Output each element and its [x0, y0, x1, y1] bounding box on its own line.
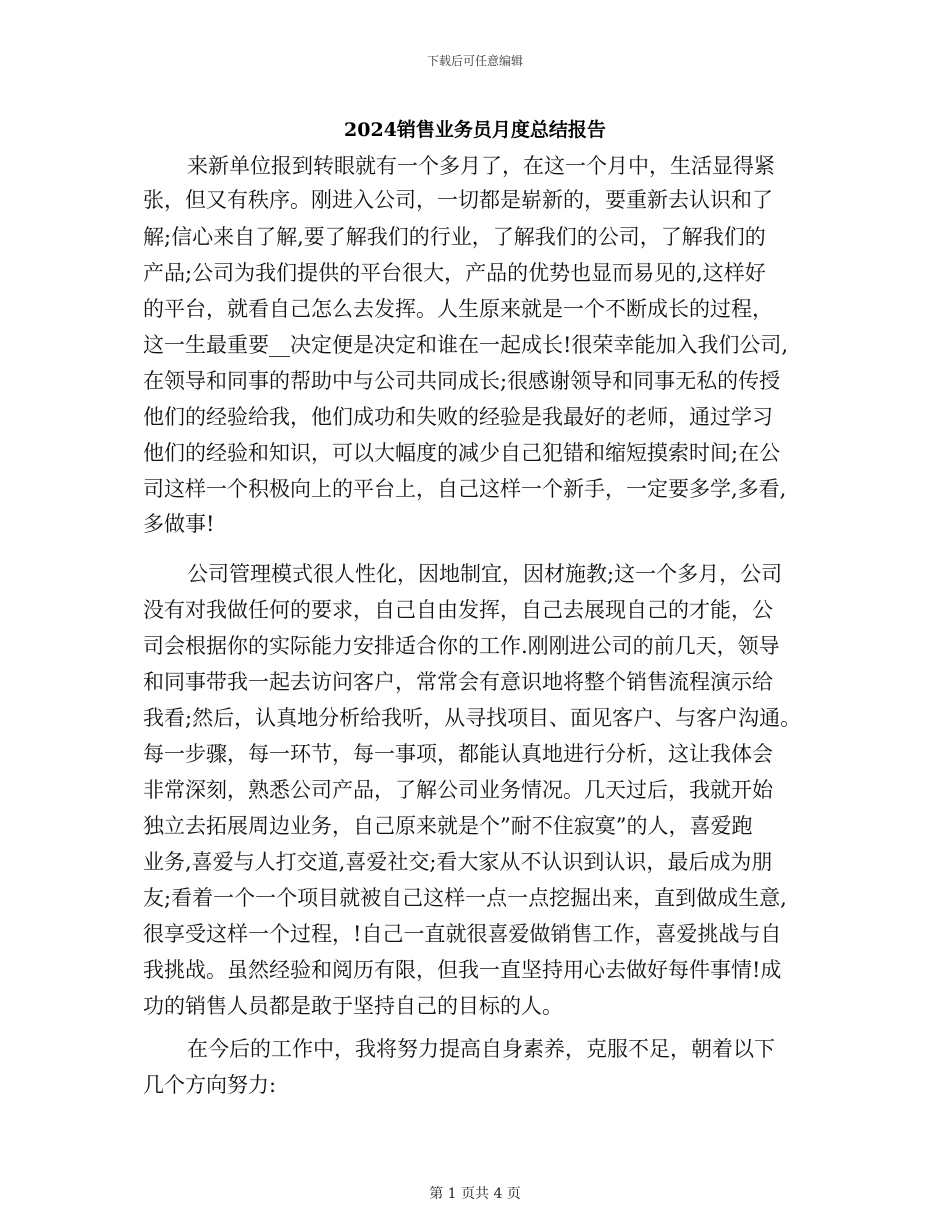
- body-line: 这一生最重要__决定便是决定和谁在一起成长!很荣幸能加入我们公司,: [143, 333, 789, 357]
- body-line: 司会根据你的实际能力安排适合你的工作.刚刚进公司的前几天，领导: [143, 634, 780, 658]
- body-line: 张，但又有秩序。刚进入公司，一切都是崭新的，要重新去认识和了: [143, 188, 773, 212]
- body-line: 每一步骤，每一环节，每一事项，都能认真地进行分析，这让我体会: [143, 742, 773, 766]
- body-line: 我挑战。虽然经验和阅历有限，但我一直坚持用心去做好每件事情!成: [143, 958, 782, 982]
- body-line: 独立去拓展周边业务，自己原来就是个”耐不住寂寞”的人，喜爱跑: [143, 814, 753, 838]
- body-line: 来新单位报到转眼就有一个多月了，在这一个月中，生活显得紧: [187, 154, 775, 178]
- body-line: 我看;然后，认真地分析给我听，从寻找项目、面见客户、与客户沟通。: [143, 706, 802, 730]
- body-line: 几个方向努力:: [143, 1073, 277, 1097]
- body-line: 他们的经验和知识，可以大幅度的减少自己犯错和缩短摸索时间;在公: [143, 441, 781, 465]
- body-line: 和同事带我一起去访问客户，常常会有意识地将整个销售流程演示给: [143, 670, 773, 694]
- page-header-note: 下载后可任意编辑: [426, 54, 523, 68]
- body-line: 友;看着一个一个项目就被自己这样一点一点挖掘出来，直到做成生意,: [143, 886, 787, 910]
- body-line: 非常深刻，熟悉公司产品，了解公司业务情况。几天过后，我就开始: [143, 778, 773, 802]
- body-line: 他们的经验给我，他们成功和失败的经验是我最好的老师，通过学习: [143, 405, 773, 429]
- body-line: 很享受这样一个过程，!自己一直就很喜爱做销售工作，喜爱挑战与自: [143, 922, 782, 946]
- body-line: 司这样一个积极向上的平台上，自己这样一个新手，一定要多学,多看,: [143, 477, 787, 501]
- page-number-footer: 第 1 页共 4 页: [429, 1186, 521, 1202]
- body-line: 功的销售人员都是敢于坚持自己的目标的人。: [143, 994, 563, 1018]
- body-line: 在今后的工作中，我将努力提高自身素养，克服不足，朝着以下: [187, 1037, 775, 1061]
- body-line: 产品;公司为我们提供的平台很大，产品的优势也显而易见的,这样好: [143, 261, 766, 285]
- body-line: 多做事!: [143, 512, 215, 536]
- body-line: 业务,喜爱与人打交道,喜爱社交;看大家从不认识到认识，最后成为朋: [143, 850, 773, 874]
- body-line: 公司管理模式很人性化，因地制宜，因材施教;这一个多月，公司: [187, 562, 783, 586]
- body-line: 解;信心来自了解,要了解我们的行业，了解我们的公司，了解我们的: [143, 225, 766, 249]
- document-title: 2024销售业务员月度总结报告: [344, 119, 606, 141]
- body-line: 的平台，就看自己怎么去发挥。人生原来就是一个不断成长的过程，: [143, 297, 773, 321]
- body-line: 没有对我做任何的要求，自己自由发挥，自己去展现自己的才能，公: [143, 598, 773, 622]
- body-line: 在领导和同事的帮助中与公司共同成长;很感谢领导和同事无私的传授: [143, 369, 781, 393]
